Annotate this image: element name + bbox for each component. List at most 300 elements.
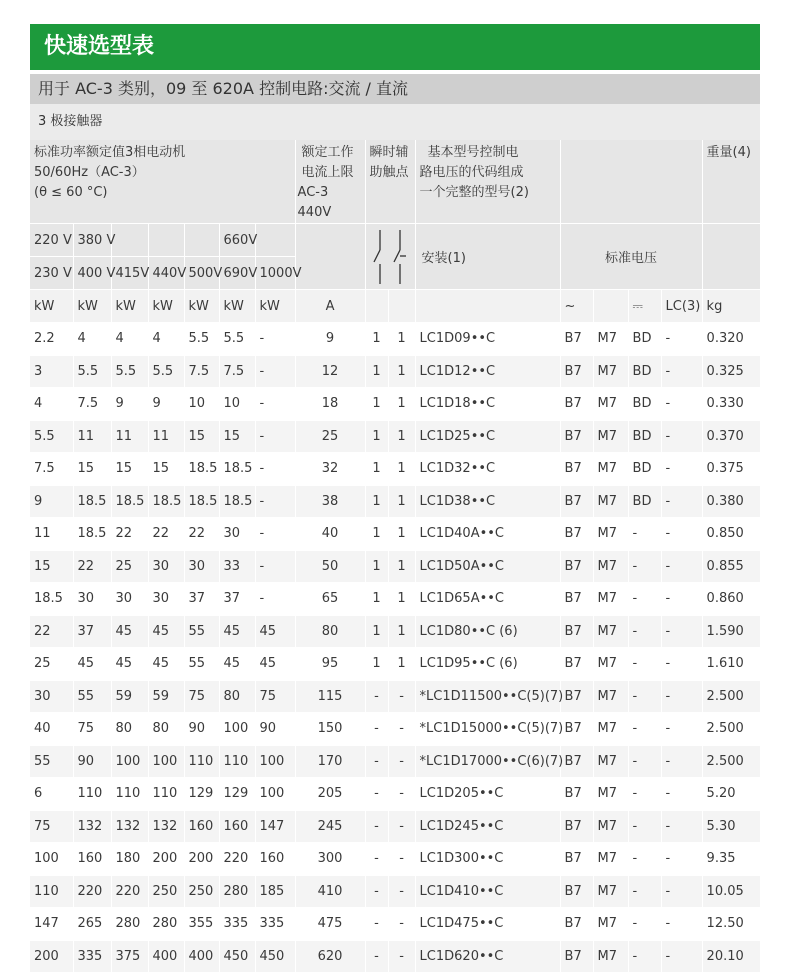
- table-cell: 37: [184, 583, 219, 616]
- table-cell: 100: [219, 713, 255, 746]
- table-cell: 7.5: [30, 453, 73, 486]
- table-cell: -: [661, 420, 702, 453]
- table-cell: -: [661, 713, 702, 746]
- section-heading: 3 极接触器: [30, 104, 760, 140]
- table-cell: 5.5: [111, 355, 148, 388]
- table-row: [30, 388, 760, 421]
- header-row-voltages-2: 230 V 400 V 415V 440V 500V 690V 1000V: [30, 257, 760, 290]
- table-cell: LC1D32••C: [415, 453, 560, 486]
- table-cell: 1.610: [702, 648, 760, 681]
- table-cell: 147: [255, 810, 295, 843]
- table-cell: M7: [593, 453, 628, 486]
- table-cell: 1: [365, 453, 388, 486]
- table-cell: 11: [111, 420, 148, 453]
- table-cell: 18.5: [219, 453, 255, 486]
- table-cell: -: [255, 550, 295, 583]
- table-cell: 15: [148, 453, 184, 486]
- table-cell: -: [628, 810, 661, 843]
- table-cell: B7: [560, 615, 593, 648]
- table-cell: 1: [388, 323, 415, 356]
- base-model-header: 基本型号控制电 路电压的代码组成 一个完整的型号(2): [415, 140, 560, 224]
- table-cell: 40: [295, 518, 365, 551]
- motor-power-header: 标准功率额定值3相电动机 50/60Hz（AC-3） (θ ≤ 60 °C): [30, 140, 295, 224]
- page-title: 快速选型表: [30, 24, 760, 70]
- table-cell: 32: [295, 453, 365, 486]
- table-cell: -: [661, 355, 702, 388]
- table-cell: M7: [593, 745, 628, 778]
- table-cell: 280: [219, 875, 255, 908]
- table-cell: 0.370: [702, 420, 760, 453]
- table-cell: 1: [388, 550, 415, 583]
- table-cell: 1: [388, 388, 415, 421]
- table-cell: 80: [295, 615, 365, 648]
- table-cell: -: [628, 583, 661, 616]
- table-cell: 75: [30, 810, 73, 843]
- std-voltage-header: 标准电压: [560, 224, 702, 290]
- table-cell: 20.10: [702, 940, 760, 973]
- table-cell: 18.5: [73, 485, 111, 518]
- table-row: [30, 485, 760, 518]
- table-cell: 18.5: [111, 485, 148, 518]
- table-cell: 50: [295, 550, 365, 583]
- contactor-table: [30, 140, 761, 973]
- table-cell: 180: [111, 843, 148, 876]
- table-row: [30, 908, 760, 941]
- table-cell: 1: [388, 583, 415, 616]
- table-cell: 132: [73, 810, 111, 843]
- header-row-1: [30, 140, 760, 224]
- table-cell: -: [255, 583, 295, 616]
- table-cell: B7: [560, 518, 593, 551]
- table-cell: 90: [184, 713, 219, 746]
- table-cell: M7: [593, 908, 628, 941]
- table-cell: 160: [255, 843, 295, 876]
- table-cell: 0.380: [702, 485, 760, 518]
- table-cell: 45: [111, 615, 148, 648]
- table-cell: 1: [365, 485, 388, 518]
- table-cell: M7: [593, 355, 628, 388]
- table-cell: 25: [111, 550, 148, 583]
- table-cell: 37: [73, 615, 111, 648]
- table-cell: -: [661, 843, 702, 876]
- table-cell: M7: [593, 388, 628, 421]
- table-cell: 1: [365, 648, 388, 681]
- table-cell: -: [661, 745, 702, 778]
- table-cell: 7.5: [184, 355, 219, 388]
- table-cell: LC1D475••C: [415, 908, 560, 941]
- table-cell: -: [661, 453, 702, 486]
- page-subtitle: 用于 AC-3 类别，09 至 620A 控制电路:交流 / 直流: [30, 74, 760, 104]
- table-cell: -: [661, 550, 702, 583]
- table-cell: 0.860: [702, 583, 760, 616]
- table-cell: 55: [184, 615, 219, 648]
- table-cell: 45: [148, 648, 184, 681]
- table-cell: 30: [148, 550, 184, 583]
- table-cell: 110: [219, 745, 255, 778]
- table-cell: M7: [593, 713, 628, 746]
- table-cell: LC1D18••C: [415, 388, 560, 421]
- table-cell: 18: [295, 388, 365, 421]
- table-cell: -: [255, 453, 295, 486]
- table-cell: 200: [30, 940, 73, 973]
- table-cell: -: [661, 615, 702, 648]
- table-cell: 30: [30, 680, 73, 713]
- table-cell: -: [661, 648, 702, 681]
- table-cell: 0.330: [702, 388, 760, 421]
- table-cell: 475: [295, 908, 365, 941]
- table-cell: 90: [255, 713, 295, 746]
- table-cell: M7: [593, 940, 628, 973]
- table-row: [30, 745, 760, 778]
- table-cell: 10.05: [702, 875, 760, 908]
- table-cell: LC1D09••C: [415, 323, 560, 356]
- table-cell: M7: [593, 778, 628, 811]
- table-cell: 5.5: [219, 323, 255, 356]
- table-cell: -: [628, 745, 661, 778]
- table-cell: 4: [148, 323, 184, 356]
- table-cell: -: [388, 908, 415, 941]
- table-cell: 75: [73, 713, 111, 746]
- table-cell: 1: [365, 323, 388, 356]
- table-cell: B7: [560, 940, 593, 973]
- table-cell: 15: [30, 550, 73, 583]
- table-cell: 220: [111, 875, 148, 908]
- table-cell: LC1D38••C: [415, 485, 560, 518]
- table-cell: 75: [255, 680, 295, 713]
- table-cell: LC1D40A••C: [415, 518, 560, 551]
- table-cell: -: [365, 940, 388, 973]
- dc-symbol-icon: ⎓: [628, 290, 661, 323]
- table-cell: -: [255, 485, 295, 518]
- weight-header: 重量(4): [702, 140, 760, 224]
- table-cell: -: [661, 875, 702, 908]
- table-cell: 1: [365, 615, 388, 648]
- table-cell: 7.5: [219, 355, 255, 388]
- table-cell: -: [388, 843, 415, 876]
- table-cell: -: [365, 810, 388, 843]
- install-header: 安装(1): [415, 224, 560, 290]
- table-cell: 2.500: [702, 713, 760, 746]
- table-cell: 55: [184, 648, 219, 681]
- table-cell: B7: [560, 485, 593, 518]
- table-cell: 375: [111, 940, 148, 973]
- table-cell: 45: [255, 648, 295, 681]
- table-cell: M7: [593, 550, 628, 583]
- table-cell: 0.850: [702, 518, 760, 551]
- table-row: [30, 323, 760, 356]
- table-cell: 22: [111, 518, 148, 551]
- table-cell: 30: [184, 550, 219, 583]
- table-cell: 45: [111, 648, 148, 681]
- table-cell: B7: [560, 745, 593, 778]
- table-cell: 15: [73, 453, 111, 486]
- table-cell: 5.5: [30, 420, 73, 453]
- table-cell: -: [661, 908, 702, 941]
- table-cell: 18.5: [148, 485, 184, 518]
- table-cell: -: [255, 518, 295, 551]
- table-cell: -: [628, 713, 661, 746]
- table-cell: -: [661, 940, 702, 973]
- table-cell: 115: [295, 680, 365, 713]
- table-cell: -: [365, 875, 388, 908]
- table-cell: -: [255, 420, 295, 453]
- table-cell: 80: [219, 680, 255, 713]
- table-cell: 1: [365, 420, 388, 453]
- table-cell: M7: [593, 875, 628, 908]
- table-cell: 100: [111, 745, 148, 778]
- table-cell: B7: [560, 550, 593, 583]
- table-row: [30, 843, 760, 876]
- table-cell: 132: [111, 810, 148, 843]
- table-cell: 22: [30, 615, 73, 648]
- table-cell: -: [388, 778, 415, 811]
- table-cell: -: [661, 583, 702, 616]
- table-cell: 55: [73, 680, 111, 713]
- table-cell: -: [628, 680, 661, 713]
- table-cell: -: [255, 355, 295, 388]
- table-cell: -: [661, 810, 702, 843]
- table-cell: 1: [365, 550, 388, 583]
- table-cell: B7: [560, 778, 593, 811]
- table-cell: 5.30: [702, 810, 760, 843]
- table-cell: 355: [184, 908, 219, 941]
- table-cell: 5.5: [148, 355, 184, 388]
- table-cell: M7: [593, 843, 628, 876]
- table-cell: B7: [560, 323, 593, 356]
- table-cell: 15: [111, 453, 148, 486]
- table-cell: 10: [184, 388, 219, 421]
- table-row: [30, 615, 760, 648]
- table-cell: 1: [365, 518, 388, 551]
- table-body: [30, 323, 760, 973]
- units-row: kW kW kW kW kW kW kW A ~ ⎓ LC(3) kg: [30, 290, 760, 323]
- table-cell: 59: [148, 680, 184, 713]
- table-cell: 300: [295, 843, 365, 876]
- table-cell: 100: [30, 843, 73, 876]
- table-cell: B7: [560, 420, 593, 453]
- table-cell: 160: [184, 810, 219, 843]
- table-cell: LC1D410••C: [415, 875, 560, 908]
- table-cell: 1: [388, 355, 415, 388]
- table-cell: 18.5: [184, 453, 219, 486]
- table-cell: 1: [365, 583, 388, 616]
- table-cell: 30: [73, 583, 111, 616]
- table-cell: 1: [388, 648, 415, 681]
- table-cell: 18.5: [219, 485, 255, 518]
- table-cell: 45: [255, 615, 295, 648]
- table-cell: 45: [73, 648, 111, 681]
- table-cell: 4: [73, 323, 111, 356]
- table-cell: B7: [560, 810, 593, 843]
- table-cell: 110: [111, 778, 148, 811]
- table-cell: B7: [560, 648, 593, 681]
- table-cell: 450: [255, 940, 295, 973]
- table-cell: LC1D95••C (6): [415, 648, 560, 681]
- contact-symbol-icon: [365, 224, 415, 290]
- table-cell: -: [388, 680, 415, 713]
- table-cell: 335: [219, 908, 255, 941]
- table-cell: LC1D300••C: [415, 843, 560, 876]
- table-cell: LC1D12••C: [415, 355, 560, 388]
- table-cell: BD: [628, 420, 661, 453]
- table-cell: B7: [560, 875, 593, 908]
- table-cell: 33: [219, 550, 255, 583]
- table-cell: B7: [560, 680, 593, 713]
- table-cell: 110: [184, 745, 219, 778]
- table-cell: 0.375: [702, 453, 760, 486]
- table-cell: 80: [111, 713, 148, 746]
- table-cell: 1.590: [702, 615, 760, 648]
- table-cell: 12.50: [702, 908, 760, 941]
- table-cell: 45: [219, 648, 255, 681]
- table-cell: *LC1D11500••C(5)(7): [415, 680, 560, 713]
- table-cell: -: [661, 388, 702, 421]
- table-row: [30, 518, 760, 551]
- table-cell: 0.320: [702, 323, 760, 356]
- table-cell: 129: [219, 778, 255, 811]
- table-cell: 110: [73, 778, 111, 811]
- table-cell: LC1D620••C: [415, 940, 560, 973]
- table-cell: 9.35: [702, 843, 760, 876]
- table-cell: M7: [593, 648, 628, 681]
- table-cell: 22: [148, 518, 184, 551]
- table-cell: B7: [560, 355, 593, 388]
- table-cell: LC1D65A••C: [415, 583, 560, 616]
- table-row: [30, 583, 760, 616]
- table-cell: 100: [148, 745, 184, 778]
- table-cell: B7: [560, 843, 593, 876]
- table-cell: -: [661, 778, 702, 811]
- table-cell: 7.5: [73, 388, 111, 421]
- table-cell: 160: [219, 810, 255, 843]
- table-cell: *LC1D17000••C(6)(7): [415, 745, 560, 778]
- header-row-voltages-1: 220 V 380 V 660V 安装(1) 标准电压: [30, 224, 760, 257]
- table-cell: 280: [148, 908, 184, 941]
- table-row: [30, 778, 760, 811]
- table-cell: -: [628, 875, 661, 908]
- table-cell: -: [365, 778, 388, 811]
- table-cell: 12: [295, 355, 365, 388]
- table-cell: 450: [219, 940, 255, 973]
- table-cell: B7: [560, 908, 593, 941]
- table-cell: 4: [111, 323, 148, 356]
- table-cell: -: [255, 388, 295, 421]
- table-cell: LC1D25••C: [415, 420, 560, 453]
- table-cell: -: [661, 485, 702, 518]
- table-cell: 205: [295, 778, 365, 811]
- table-cell: 100: [255, 778, 295, 811]
- table-cell: 0.325: [702, 355, 760, 388]
- table-cell: 95: [295, 648, 365, 681]
- table-cell: 59: [111, 680, 148, 713]
- table-cell: LC1D80••C (6): [415, 615, 560, 648]
- table-cell: 1: [388, 615, 415, 648]
- table-row: [30, 550, 760, 583]
- table-cell: 65: [295, 583, 365, 616]
- table-cell: M7: [593, 680, 628, 713]
- table-cell: 55: [30, 745, 73, 778]
- table-cell: BD: [628, 485, 661, 518]
- table-cell: 410: [295, 875, 365, 908]
- table-cell: 335: [255, 908, 295, 941]
- table-cell: 1: [388, 453, 415, 486]
- table-cell: 1: [388, 485, 415, 518]
- table-cell: 90: [73, 745, 111, 778]
- table-cell: 400: [148, 940, 184, 973]
- table-cell: 110: [30, 875, 73, 908]
- table-cell: 2.500: [702, 680, 760, 713]
- table-cell: 1: [365, 355, 388, 388]
- table-cell: 5.5: [73, 355, 111, 388]
- table-cell: M7: [593, 615, 628, 648]
- table-cell: -: [365, 908, 388, 941]
- table-cell: 18.5: [30, 583, 73, 616]
- selection-table-panel: [30, 24, 760, 973]
- table-cell: 1: [388, 420, 415, 453]
- table-cell: 9: [295, 323, 365, 356]
- aux-contacts-header: 瞬时辅 助触点: [365, 140, 415, 224]
- table-cell: BD: [628, 453, 661, 486]
- table-cell: 5.20: [702, 778, 760, 811]
- table-cell: -: [628, 615, 661, 648]
- table-cell: 100: [255, 745, 295, 778]
- table-row: [30, 420, 760, 453]
- table-cell: BD: [628, 388, 661, 421]
- table-cell: 2.500: [702, 745, 760, 778]
- table-cell: -: [628, 648, 661, 681]
- table-cell: B7: [560, 388, 593, 421]
- table-cell: LC1D245••C: [415, 810, 560, 843]
- table-cell: 200: [148, 843, 184, 876]
- table-cell: 185: [255, 875, 295, 908]
- table-cell: -: [365, 713, 388, 746]
- table-cell: M7: [593, 485, 628, 518]
- table-cell: LC1D205••C: [415, 778, 560, 811]
- table-cell: -: [661, 323, 702, 356]
- table-cell: B7: [560, 583, 593, 616]
- table-cell: 335: [73, 940, 111, 973]
- table-cell: 150: [295, 713, 365, 746]
- table-cell: 30: [148, 583, 184, 616]
- table-cell: 220: [73, 875, 111, 908]
- table-cell: 250: [148, 875, 184, 908]
- table-cell: 132: [148, 810, 184, 843]
- table-cell: LC1D50A••C: [415, 550, 560, 583]
- table-cell: 18.5: [184, 485, 219, 518]
- table-cell: *LC1D15000••C(5)(7): [415, 713, 560, 746]
- table-cell: 11: [73, 420, 111, 453]
- table-cell: 129: [184, 778, 219, 811]
- table-cell: 2.2: [30, 323, 73, 356]
- table-row: [30, 680, 760, 713]
- table-cell: -: [388, 713, 415, 746]
- table-cell: 9: [111, 388, 148, 421]
- table-cell: 110: [148, 778, 184, 811]
- table-cell: 25: [295, 420, 365, 453]
- table-cell: BD: [628, 355, 661, 388]
- table-cell: 1: [388, 518, 415, 551]
- table-cell: -: [388, 940, 415, 973]
- rated-current-header: 额定工作 电流上限 AC-3 440V: [295, 140, 365, 224]
- table-cell: 147: [30, 908, 73, 941]
- table-row: [30, 810, 760, 843]
- table-cell: -: [365, 745, 388, 778]
- table-cell: 280: [111, 908, 148, 941]
- table-cell: 4: [30, 388, 73, 421]
- table-cell: 250: [184, 875, 219, 908]
- table-cell: M7: [593, 810, 628, 843]
- table-cell: 220: [219, 843, 255, 876]
